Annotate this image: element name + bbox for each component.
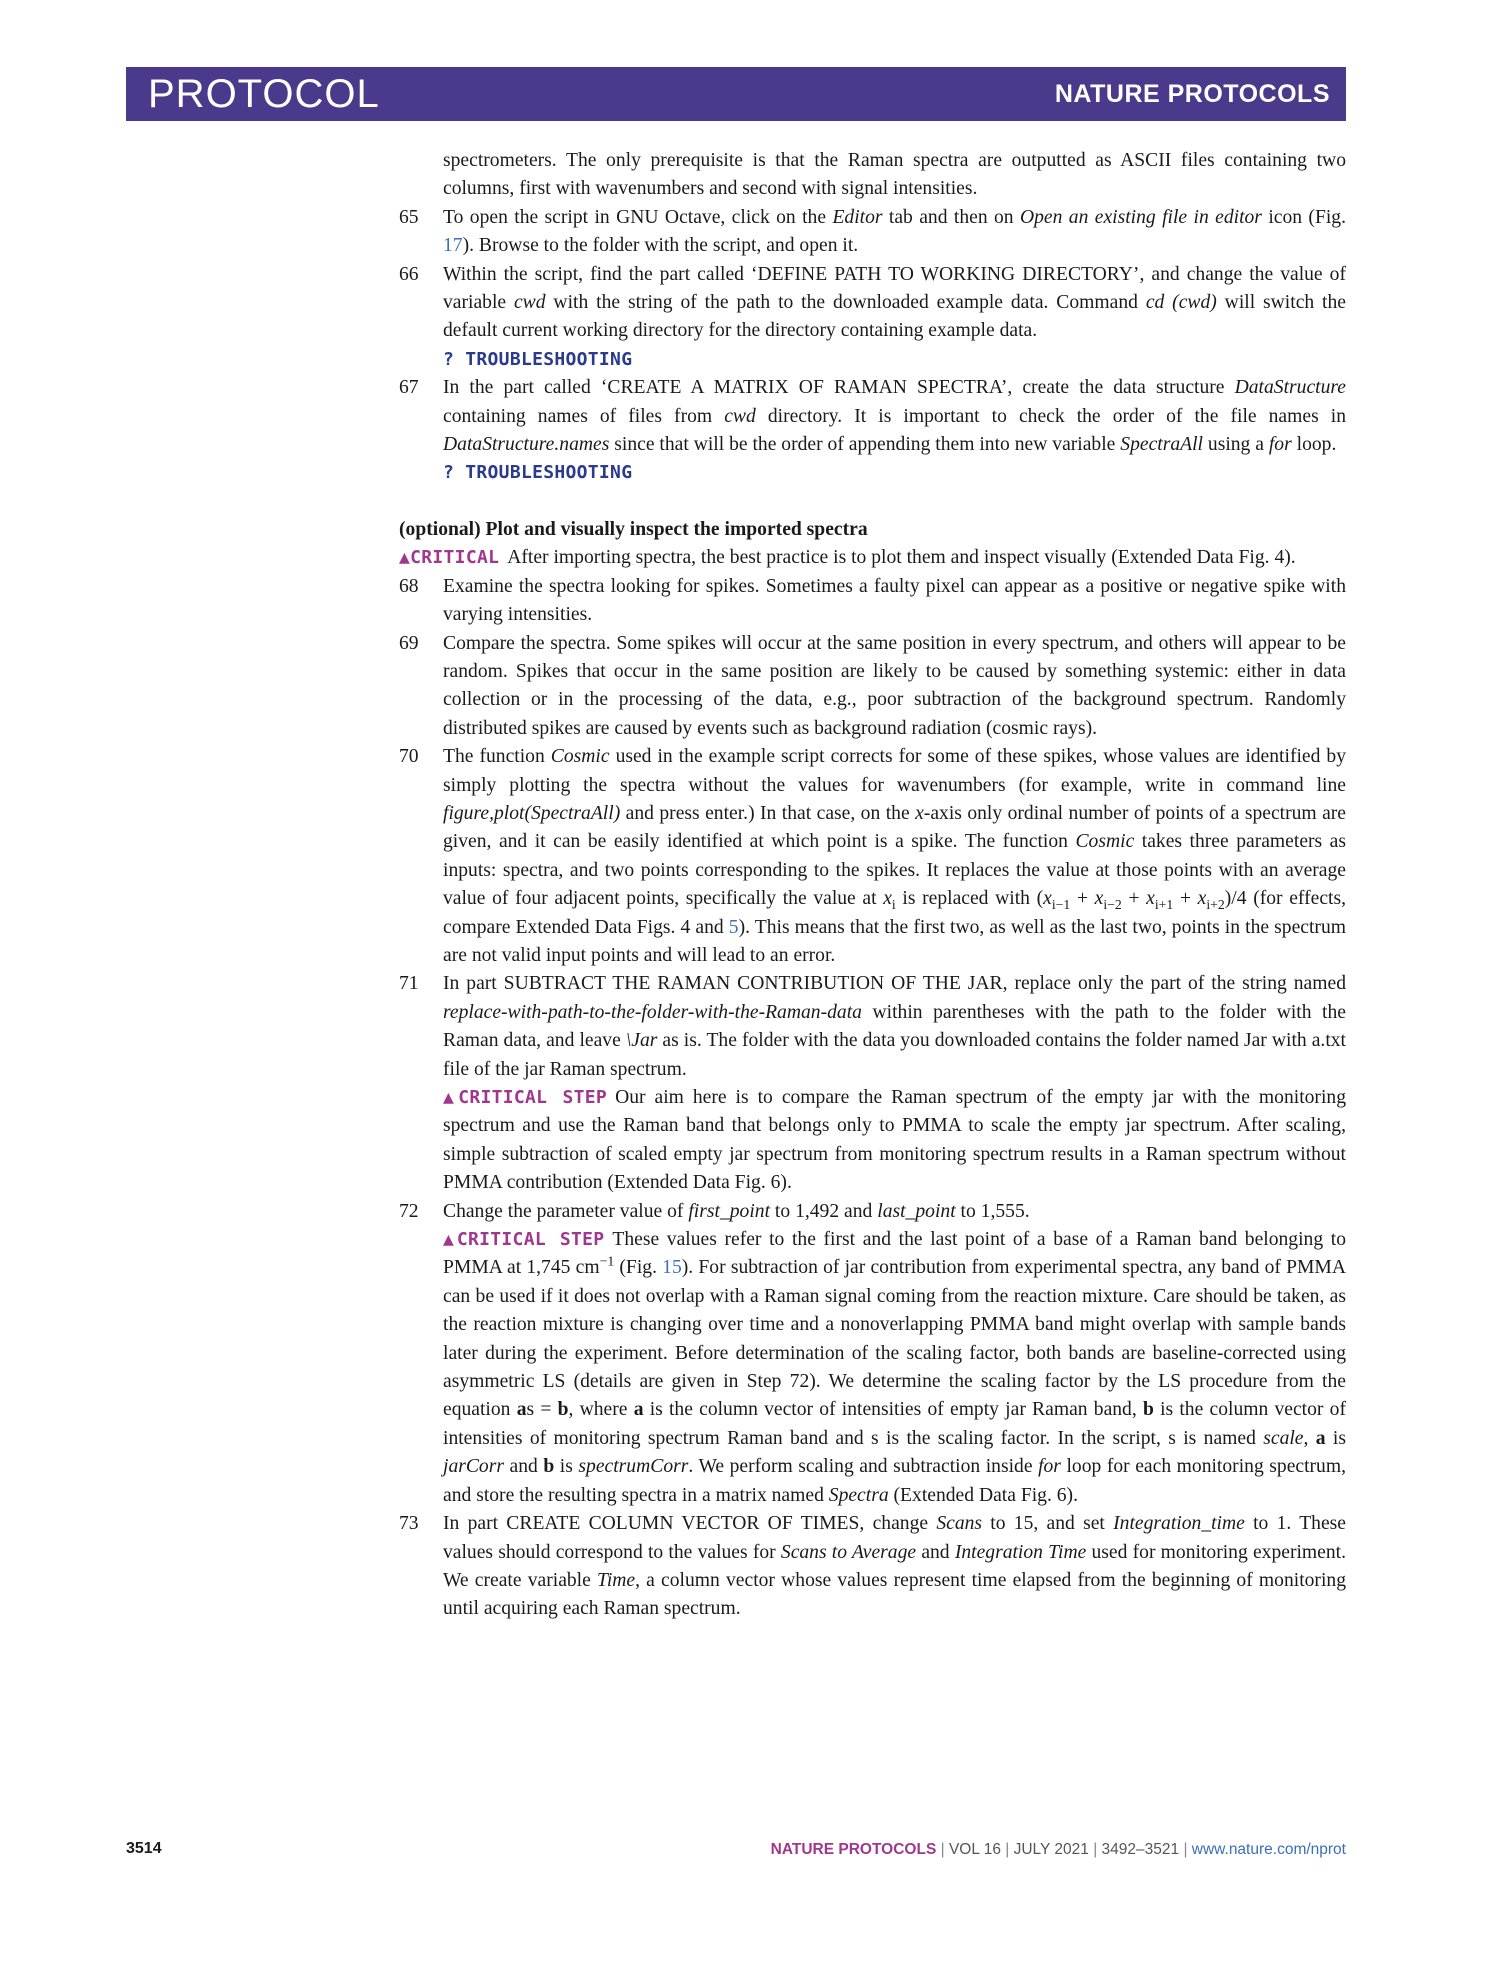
step-text: using a — [1203, 434, 1269, 456]
step-text-italic: scale — [1263, 1427, 1304, 1449]
critical-text: (Fig. — [614, 1257, 663, 1279]
step-text-italic: \Jar — [625, 1030, 658, 1052]
step-text: as is. The folder with the data you downloaded contains the folder named Jar with a.txt file of the jar Raman spectrum. — [443, 1030, 1347, 1080]
math-var: x — [1094, 888, 1104, 910]
footer-separator: | — [1183, 1841, 1188, 1858]
math-op: + — [1070, 888, 1095, 910]
article-body — [399, 147, 1346, 1624]
footer-date: JULY 2021 — [1013, 1841, 1089, 1858]
critical-text: (Extended Data Fig. 6). — [888, 1484, 1078, 1506]
math-bold: a — [516, 1399, 527, 1421]
step-text: used for monitoring experiment. We create variable — [443, 1541, 1346, 1591]
step-68 — [399, 573, 1346, 630]
step-text: containing names of files from — [443, 405, 725, 427]
step-text: with the string of the path to the downloaded example data. Command — [545, 292, 1146, 314]
step-number: 70 — [399, 746, 419, 768]
step-text-italic: Cosmic — [550, 746, 610, 768]
section-heading: (optional) Plot and visually inspect the imported spectra — [399, 518, 868, 540]
footer-journal: NATURE PROTOCOLS — [770, 1841, 937, 1858]
critical-text: ). For subtraction of jar contribution from experimental spectra, any band of PMMA can be used if it does not overlap with a Raman signal coming from the reaction mixture. Care should be taken, as the reaction mixture is changing over time and a nonoverlapping PMMA band might overlap with sample bands later during the experiment. Before determination of the scaling factor, both bands are baseline-corrected using asymmetric LS (details are given in Step 72). We determine the scaling factor by the LS procedure from the equation — [443, 1257, 1346, 1421]
critical-text: After importing spectra, the best practice is to plot them and inspect visually (Extended Data Fig. 4). — [507, 547, 1296, 569]
step-text: used in the example script corrects for some of these spikes, whose values are identified by simply plotting the spectra without the values for wavenumbers (for example, write in command line — [443, 746, 1347, 796]
footer-url[interactable]: www.nature.com/nprot — [1191, 1841, 1346, 1858]
step-text-italic: Time — [597, 1569, 636, 1591]
step-text-italic: SpectraAll — [1120, 434, 1203, 456]
critical-text: s = — [526, 1399, 558, 1421]
critical-text: . We perform scaling and subtraction inside — [688, 1456, 1039, 1478]
step-text-italic: Scans to Average — [780, 1541, 917, 1563]
step-text: will switch the default current working directory for the directory containing example data. — [443, 292, 1346, 342]
section-critical-note — [399, 544, 1346, 572]
step-67 — [399, 374, 1346, 488]
step-text: icon (Fig. — [1261, 206, 1346, 228]
step-text-italic: for — [1268, 434, 1292, 456]
step-text: loop. — [1291, 434, 1337, 456]
step-text: , a column vector whose values represent time elapsed from the beginning of monitoring until acquiring each Raman spectrum. — [443, 1569, 1346, 1620]
math-sub: i−2 — [1103, 897, 1122, 913]
figure-link[interactable]: 5 — [728, 916, 739, 938]
step-70 — [399, 743, 1346, 970]
step-65 — [399, 204, 1346, 261]
step-text: -axis only ordinal number of points of a spectrum are given, and it can be easily identified at which point is a spike. The function — [443, 802, 1347, 853]
step-text-italic: Spectra — [828, 1484, 889, 1506]
header-banner — [126, 67, 1346, 121]
math-sub: i+2 — [1206, 897, 1225, 913]
math-sup: −1 — [599, 1253, 615, 1269]
step-text-italic: jarCorr — [443, 1456, 504, 1478]
critical-text: is — [554, 1456, 579, 1478]
footer-separator: | — [1005, 1841, 1010, 1858]
step-text-italic: last_point — [877, 1200, 956, 1222]
footer-volume: VOL 16 — [948, 1841, 1001, 1858]
critical-text: is the column vector of intensities of empty jar Raman band, — [643, 1399, 1143, 1421]
critical-text: is the column vector of intensities of monitoring spectrum Raman band and s is the scaling factor. In the script, s is named — [443, 1399, 1346, 1449]
step-text: The function — [443, 746, 551, 768]
step-number: 71 — [399, 973, 419, 995]
step-text-italic: for — [1038, 1456, 1061, 1478]
critical-text: These values refer to the first and the last point of a base of a Raman band belonging to PMMA at 1,745 cm — [443, 1229, 1347, 1279]
step-text-italic: Editor — [832, 206, 883, 228]
math-op: + — [1173, 888, 1198, 910]
step-text: ). This means that the first two, as well as the last two, points in the spectrum are not valid input points and will lead to an error. — [443, 916, 1346, 966]
math-bold: a — [1315, 1427, 1326, 1449]
troubleshooting-link[interactable]: ? TROUBLESHOOTING — [443, 462, 633, 484]
math-op: + — [1121, 888, 1147, 910]
journal-label: NATURE PROTOCOLS — [1054, 80, 1330, 108]
math-bold: b — [1142, 1399, 1154, 1421]
step-text: Within the script, find the part called ‘DEFINE PATH TO WORKING DIRECTORY’, and change the value of variable — [443, 263, 1346, 314]
step-text-italic: cd (cwd) — [1145, 292, 1217, 314]
page-number: 3514 — [126, 1840, 162, 1857]
step-number: 69 — [399, 632, 419, 654]
critical-text: is — [1325, 1427, 1347, 1449]
step-text: ). Browse to the folder with the script, and open it. — [462, 235, 859, 257]
step-text-italic: DataStructure.names — [443, 434, 610, 456]
step-72 — [399, 1198, 1346, 1510]
step-text-italic: first_point — [688, 1200, 771, 1222]
step-number: 68 — [399, 575, 419, 597]
critical-step-label: ▲CRITICAL STEP — [443, 1229, 605, 1251]
critical-label: ▲CRITICAL — [399, 547, 500, 569]
critical-text: Our aim here is to compare the Raman spectrum of the empty jar with the monitoring spectrum and use the Raman band that belongs only to PMMA to scale the empty jar spectrum. After scaling, simple subtraction of scaled empty jar spectrum from monitoring spectrum results in a Raman spectrum without PMMA contribution (Extended Data Fig. 6). — [443, 1087, 1346, 1194]
step-text-italic: DataStructure — [1234, 377, 1346, 399]
step-text-italic: Scans — [936, 1513, 983, 1535]
step-text: takes three parameters as inputs: spectra, and two points corresponding to the spikes. It replaces the value at those points with an average value of four adjacent points, specifically the value at — [443, 831, 1346, 910]
step-text-italic: Integration_time — [1113, 1513, 1245, 1535]
step-text: In part CREATE COLUMN VECTOR OF TIMES, change — [443, 1513, 937, 1535]
step-text: directory. It is important to check the order of the file names in — [755, 405, 1346, 427]
math-bold: a — [633, 1399, 644, 1421]
math-bold: b — [543, 1456, 555, 1478]
math-bold: b — [557, 1399, 569, 1421]
critical-text: loop for each monitoring spectrum, and store the resulting spectra in a matrix named — [443, 1456, 1346, 1506]
intro-paragraph: spectrometers. The only prerequisite is that the Raman spectra are outputted as ASCII files containing two columns, first with wavenumbers and second with signal intensities. — [443, 150, 1346, 200]
footer-separator: | — [1093, 1841, 1098, 1858]
critical-step-note — [443, 1084, 1346, 1198]
step-number: 72 — [399, 1200, 419, 1222]
step-text: To open the script in GNU Octave, click on the — [443, 206, 833, 228]
step-number: 65 — [399, 206, 419, 228]
figure-link[interactable]: 15 — [662, 1257, 682, 1279]
step-text: to 15, and set — [982, 1513, 1114, 1535]
step-text: Change the parameter value of — [443, 1200, 689, 1222]
step-text: and — [916, 1541, 955, 1563]
step-69 — [399, 630, 1346, 744]
step-text-italic: x — [915, 802, 924, 824]
step-text-italic: figure,plot(SpectraAll) — [443, 802, 621, 824]
step-text: In the part called ‘CREATE A MATRIX OF RAMAN SPECTRA’, create the data structure — [443, 377, 1235, 399]
section-label: PROTOCOL — [148, 72, 380, 116]
critical-step-label: ▲CRITICAL STEP — [443, 1087, 608, 1108]
math-sub: i — [891, 897, 896, 913]
footer-pages: 3492–3521 — [1101, 1841, 1180, 1858]
step-text-italic: spectrumCorr — [578, 1456, 689, 1478]
math-sub: i+1 — [1154, 897, 1174, 913]
math-var: x — [883, 888, 892, 910]
footer-citation — [771, 1841, 1346, 1859]
critical-text: , — [1303, 1427, 1316, 1449]
step-text-italic: cwd — [513, 292, 546, 314]
critical-text: and — [503, 1456, 544, 1478]
step-text: to 1,555. — [955, 1200, 1030, 1222]
step-text-italic: Open an existing file in editor — [1019, 206, 1262, 228]
critical-step-note — [443, 1226, 1346, 1510]
step-text: to 1,492 and — [770, 1200, 878, 1222]
step-text-italic: cwd — [724, 405, 756, 427]
step-text: )/4 (for effects, compare Extended Data Figs. 4 and — [443, 888, 1346, 938]
step-text: In part SUBTRACT THE RAMAN CONTRIBUTION OF THE JAR, replace only the part of the string named — [443, 973, 1346, 995]
math-var: x — [1197, 888, 1207, 910]
step-text: Compare the spectra. Some spikes will occur at the same position in every spectrum, and others will appear to be random. Spikes that occur in the same position are likely to be caused by something systemic: either in data collection or in the processing of the data, e.g., poor subtraction of the background spectrum. Randomly distributed spikes are caused by events such as background radiation (cosmic rays). — [443, 632, 1346, 739]
step-text-italic: Integration Time — [954, 1541, 1087, 1563]
step-text: is replaced with ( — [895, 888, 1044, 910]
math-sub: i−1 — [1051, 897, 1071, 913]
step-73 — [399, 1510, 1346, 1624]
step-71 — [399, 970, 1346, 1197]
step-text: since that will be the order of appending them into new variable — [609, 434, 1121, 456]
step-number: 66 — [399, 263, 419, 285]
footer-separator: | — [940, 1841, 945, 1858]
math-var: x — [1043, 888, 1052, 910]
step-number: 67 — [399, 377, 419, 399]
step-text: and press enter.) In that case, on the — [620, 802, 916, 824]
step-66 — [399, 261, 1346, 375]
step-number: 73 — [399, 1513, 419, 1535]
step-text-italic: replace-with-path-to-the-folder-with-the-Raman-data — [443, 1001, 862, 1023]
step-text: Examine the spectra looking for spikes. Sometimes a faulty pixel can appear as a positive or negative spike with varying intensities. — [443, 575, 1346, 626]
troubleshooting-link[interactable]: ? TROUBLESHOOTING — [443, 348, 633, 370]
figure-link[interactable]: 17 — [443, 235, 463, 257]
critical-text: , where — [568, 1399, 634, 1421]
step-text-italic: Cosmic — [1075, 831, 1135, 853]
step-text: to 1. These values should correspond to the values for — [443, 1513, 1346, 1563]
step-text: tab and then on — [882, 206, 1020, 228]
math-var: x — [1146, 888, 1155, 910]
step-text: within parentheses with the path to the folder with the Raman data, and leave — [443, 1001, 1346, 1052]
